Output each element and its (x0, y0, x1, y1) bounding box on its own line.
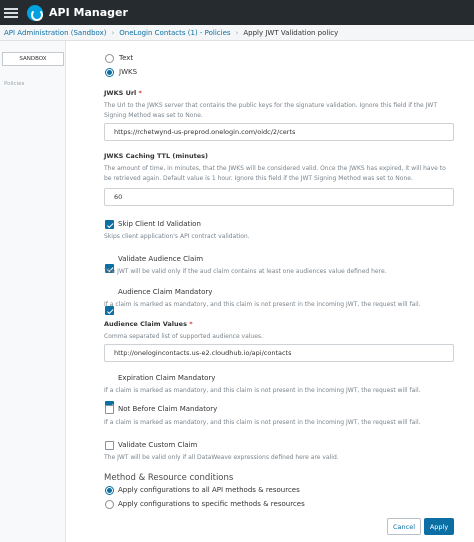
validate-custom-checkbox[interactable] (105, 441, 114, 450)
breadcrumb-separator-icon: › (235, 28, 239, 37)
jwks-url-input[interactable]: https://rchetwynd-us-preprod.onelogin.com/oidc/2/certs (104, 123, 454, 141)
skip-client-id-checkbox[interactable] (105, 220, 114, 229)
required-mark: * (189, 320, 193, 328)
not-before-mandatory-label: Not Before Claim Mandatory (118, 405, 218, 413)
app-title: API Manager (49, 6, 128, 19)
breadcrumb-api-policies[interactable]: OneLogin Contacts (1) - Policies (119, 28, 231, 37)
apply-button[interactable]: Apply (424, 518, 454, 535)
environment-button[interactable]: SANDBOX (2, 52, 64, 66)
skip-client-id-help: Skips client application's API contract validation. (104, 233, 250, 240)
radio-all-methods-label: Apply configurations to all API methods & resources (118, 486, 300, 494)
radio-specific-methods-label: Apply configurations to specific methods & resources (118, 500, 305, 508)
breadcrumb-current: Apply JWT Validation policy (243, 28, 339, 37)
breadcrumb-api-administration[interactable]: API Administration (Sandbox) (4, 28, 107, 37)
validate-custom-label: Validate Custom Claim (118, 441, 198, 449)
radio-all-methods[interactable] (105, 486, 114, 495)
expiration-mandatory-label: Expiration Claim Mandatory (118, 374, 216, 382)
radio-text[interactable] (105, 54, 114, 63)
audience-values-label: Audience Claim Values * (104, 320, 193, 328)
radio-text-label: Text (119, 54, 134, 62)
not-before-mandatory-help: If a claim is marked as mandatory, and this claim is not present in the incoming JWT, the request will fail. (104, 419, 421, 426)
breadcrumb-separator-icon: › (111, 28, 115, 37)
jwks-ttl-help: The amount of time, in minutes, that the JWKS will be considered valid. Once the JWKS has expired, it will have to be retrieved again. Default value is 1 hour. Ignore this field if the JWT Signing Method was set to None. (104, 165, 446, 182)
audience-values-help: Comma separated list of supported audience values. (104, 333, 263, 340)
required-mark: * (138, 89, 142, 97)
radio-specific-methods[interactable] (105, 500, 114, 509)
not-before-mandatory-checkbox[interactable] (105, 405, 114, 414)
breadcrumb (0, 25, 474, 41)
top-bar (0, 0, 474, 25)
radio-jwks-label: JWKS (119, 68, 138, 76)
jwks-url-help: The Url to the JWKS server that contains the public keys for the signature validation. Ignore this field if the JWT Signing Method was set to None. (104, 102, 438, 119)
audience-mandatory-help: If a claim is marked as mandatory, and this claim is not present in the incoming JWT, the request will fail. (104, 301, 421, 308)
mulesoft-logo-icon (27, 5, 43, 21)
validate-audience-help: The JWT will be valid only if the aud claim contains at least one audiences value defined here. (104, 268, 387, 275)
sidebar-item-policies[interactable]: Policies (4, 81, 25, 87)
jwks-url-label: JWKS Url * (104, 89, 142, 97)
policy-form (66, 41, 474, 542)
jwks-ttl-label: JWKS Caching TTL (minutes) (104, 152, 208, 160)
cancel-button[interactable]: Cancel (387, 518, 421, 535)
audience-values-input[interactable]: http://onelogincontacts.us-e2.cloudhub.io/api/contacts (104, 344, 454, 362)
jwks-ttl-input[interactable]: 60 (104, 188, 454, 206)
expiration-mandatory-help: If a claim is marked as mandatory, and this claim is not present in the incoming JWT, the request will fail. (104, 387, 421, 394)
sidebar (0, 41, 66, 542)
radio-jwks[interactable] (105, 68, 114, 77)
hamburger-menu-icon[interactable] (4, 8, 18, 18)
validate-custom-help: The JWT will be valid only if all DataWeave expressions defined here are valid. (104, 454, 339, 461)
conditions-title: Method & Resource conditions (104, 473, 234, 483)
validate-audience-label: Validate Audience Claim (118, 255, 204, 263)
skip-client-id-label: Skip Client Id Validation (118, 220, 201, 228)
audience-mandatory-label: Audience Claim Mandatory (118, 288, 213, 296)
